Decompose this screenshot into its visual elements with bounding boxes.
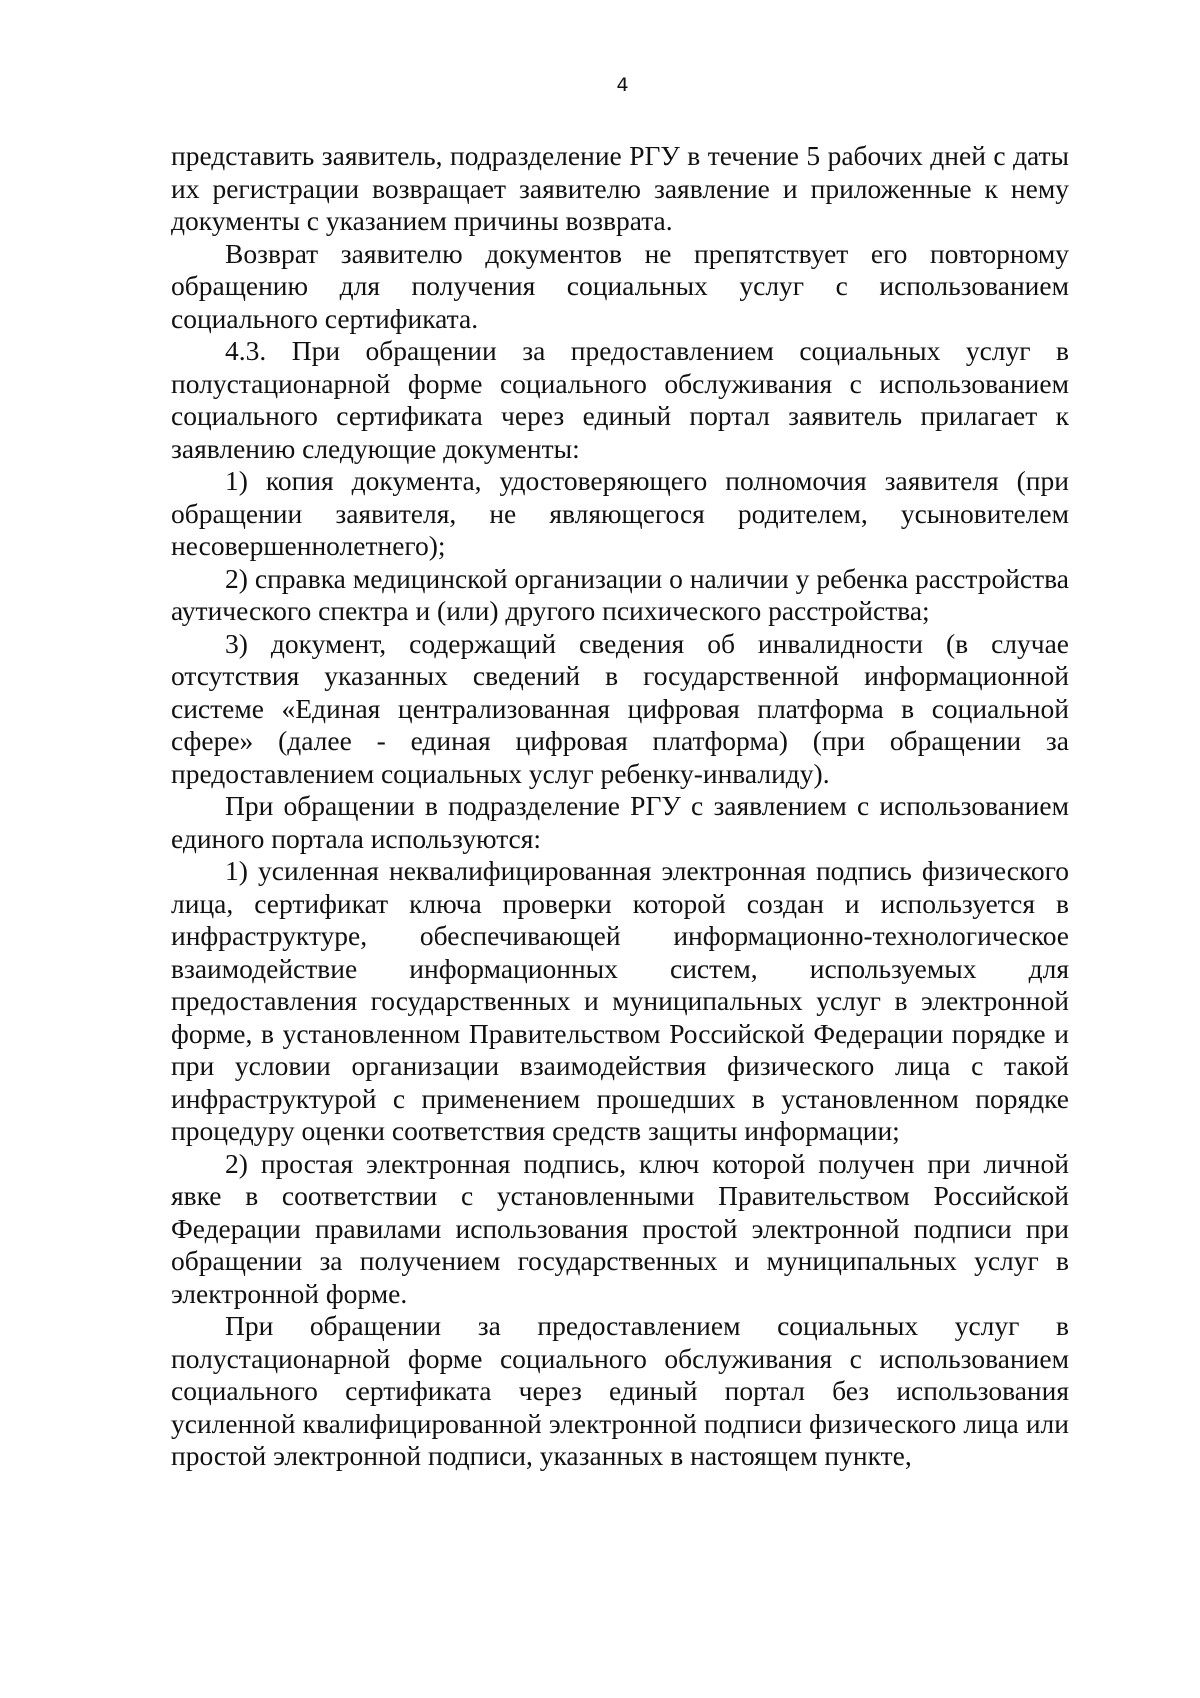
paragraph-without-signature: При обращении за предоставлением социальных услуг в полустационарной форме социального обслуживания с использованием социального сертификата через единый портал без использования усиленной квалифицированной электронной подписи физического лица или простой электронной подписи, указанных в настоящем пункте, bbox=[171, 1310, 1069, 1471]
list-item-3-disability-document: 3) документ, содержащий сведения об инвалидности (в случае отсутствия указанных сведений в государственной информационной системе «Единая централизованная цифровая платформа в социальной сфере» (далее - единая цифровая платформа) (при обращении за предоставлением социальных услуг ребенку-инвалиду). bbox=[171, 627, 1069, 789]
list-item-1-authority-document: 1) копия документа, удостоверяющего полномочия заявителя (при обращении заявителя, не являющегося родителем, усыновителем несовершеннолетнего); bbox=[171, 465, 1069, 561]
list-item-2-medical-certificate: 2) справка медицинской организации о наличии у ребенка расстройства аутического спектра и (или) другого психического расстройства; bbox=[171, 562, 1069, 626]
list-item-1-enhanced-signature: 1) усиленная неквалифицированная электронная подпись физического лица, сертификат ключа проверки которой создан и используется в инфраструктуре, обеспечивающей информационно-технологическое взаимодействие информационных систем, используемых для предоставления государственных и муниципальных услуг в электронной форме, в установленном Правительством Российской Федерации порядке и при условии организации взаимодействия физического лица с такой инфраструктурой с применением прошедших в установленном порядке процедуру оценки соответствия средств защиты информации; bbox=[171, 855, 1069, 1146]
document-body bbox=[171, 140, 1069, 1473]
paragraph-return-of-documents: представить заявитель, подразделение РГУ в течение 5 рабочих дней с даты их регистрации возвращает заявителю заявление и приложенные к нему документы с указанием причины возврата. bbox=[171, 140, 1069, 236]
page-number: 4 bbox=[616, 74, 629, 96]
list-item-2-simple-signature: 2) простая электронная подпись, ключ которой получен при личной явке в соответствии с установленными Правительством Российской Федерации правилами использования простой электронной подписи при обращении за получением государственных и муниципальных услуг в электронной форме. bbox=[171, 1147, 1069, 1309]
paragraph-return-no-obstacle: Возврат заявителю документов не препятствует его повторному обращению для получения социальных услуг с использованием социального сертификата. bbox=[171, 237, 1069, 334]
paragraph-section-4-3: 4.3. При обращении за предоставлением социальных услуг в полустационарной форме социального обслуживания с использованием социального сертификата через единый портал заявитель прилагает к заявлению следующие документы: bbox=[171, 335, 1069, 464]
paragraph-portal-signatures-intro: При обращении в подразделение РГУ с заявлением с использованием единого портала используются: bbox=[171, 790, 1069, 854]
